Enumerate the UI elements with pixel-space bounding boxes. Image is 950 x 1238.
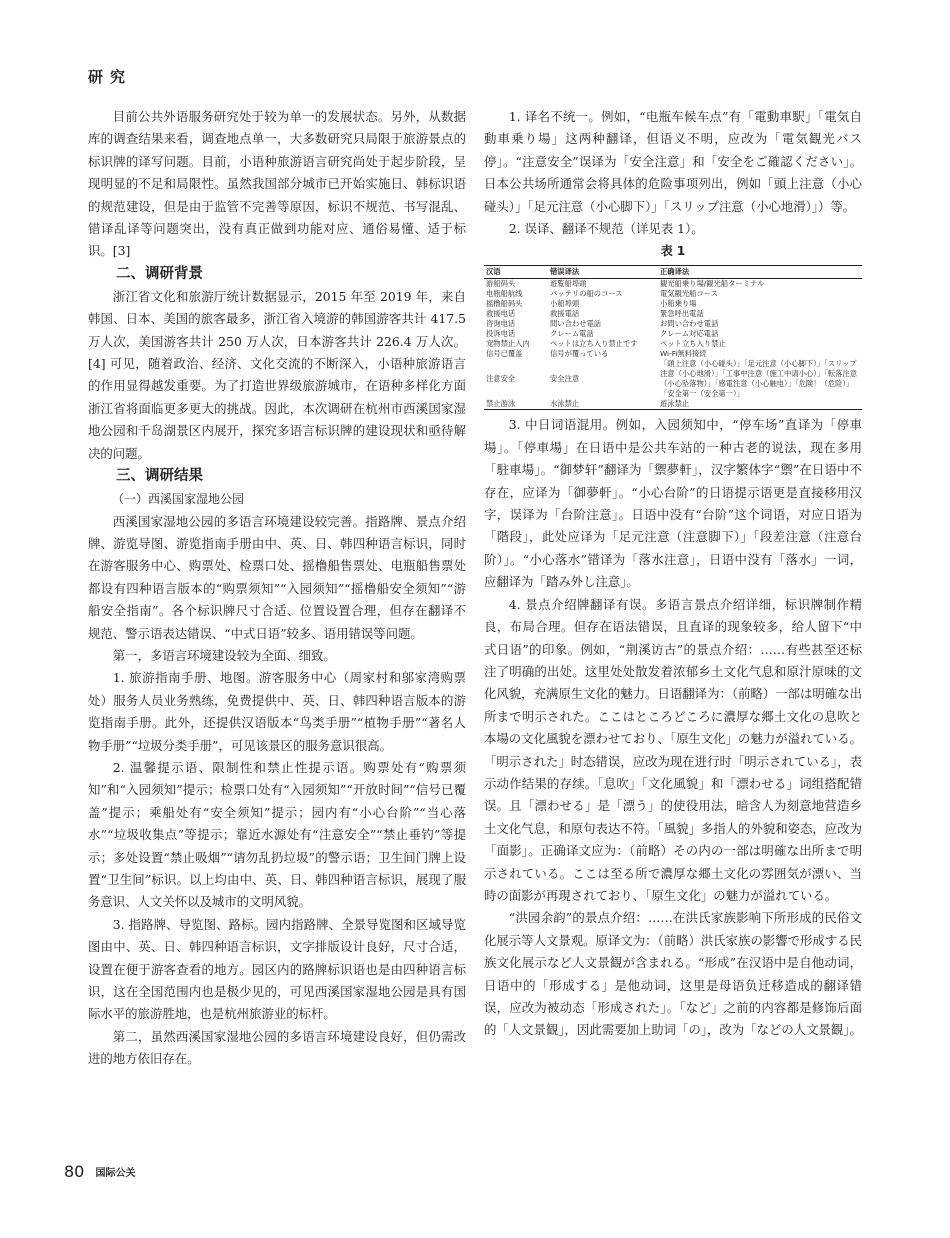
heading-background: 二、调研背景	[116, 265, 203, 282]
table-cell: 安全注意	[550, 374, 580, 384]
table-row	[484, 279, 862, 290]
table-cell: 電気観光船コース	[660, 289, 719, 299]
magazine-name: 国际公关	[95, 1168, 136, 1179]
subheading-xixi: （一）西溪国家湿地公园	[112, 492, 245, 507]
translation-table	[484, 265, 862, 410]
table-cell: ペットは立ち入り禁止です	[550, 339, 638, 349]
table-cell: バッテリの船のコース	[550, 289, 623, 299]
table-cell: 遊泳禁止	[660, 399, 690, 409]
right-column	[484, 106, 862, 1042]
paragraph: 2. 温馨提示语、限制性和禁止性提示语。购票处有“购票须知”和“入园须知”提示；检票口处有“入园须知”“开放时间”“信号已覆盖”提示；乘船处有“安全须知”提示；园内有“小心台阶”“当心落水”“垃圾收集点”等提示；靠近水源处有“注意安全”“禁止垂钓”等提示；多处设置“禁止吸烟”“请勿乱扔垃圾”的警示语；卫生间门牌上设置“卫生间”标识。以上均由中、英、日、韩四种语言标识，展现了服务意识、人文关怀以及城市的文明风貌。	[88, 759, 466, 910]
table-header: 正确译法	[658, 266, 862, 279]
paragraph: 1. 译名不统一。例如，“电瓶车候车点”有「電動車駅」「電気自動車乗り場」这两种翻译，但语义不明，应改为「電気観光バス停」。“注意安全”误译为「安全注意」和「安全をご確認ください」。日本公共场所通常会将具体的危险事项列出，例如「頭上注意（小心碰头）」「足元注意（小心脚下）」「スリップ注意（小心地滑）」）等。	[484, 109, 862, 214]
paragraph: 西溪国家湿地公园的多语言环境建设较完善。指路牌、景点介绍牌、游览导图、游览指南手册由中、英、日、韩四种语言标识，同时在游客服务中心、购票处、检票口处、摇橹船售票处、电瓶船售票处都设有四种语言版本的“购票须知”“入园须知”“摇橹船安全须知”“游船安全指南”。各个标识牌尺寸合适、位置设置合理，但存在翻译不规范、警示语表达错误、“中式日语”较多、语用错误等问题。	[88, 513, 466, 641]
table-cell: 小船埠頭	[550, 299, 580, 309]
table-cell: 摇橹船码头	[486, 299, 523, 309]
paragraph: 浙江省文化和旅游厅统计数据显示，2015 年至 2019 年，来自韩国、日本、美国的旅客最多，浙江省入境游的韩国游客共计 417.5 万人次，美国游客共计 250 万人次，日本游客共计 226.4 万人次。[4] 可见，随着政治、经济、文化交流的不断深入，小语种旅游语言的作用显得越发重要。为了打造世界级旅游城市，在语种多样化方面浙江省将面临更多更大的挑战。因此，本次调研在杭州市西溪国家湿地公园和千岛湖景区内展开，探究多语言标识牌的建设现状和亟待解决的问题。	[88, 288, 466, 461]
paragraph: 第一，多语言环境建设较为全面、细致。	[112, 647, 336, 663]
table-cell: 水泳禁止	[550, 399, 580, 409]
table-cell: 「頭上注意（小心碰头）」「足元注意（小心脚下）」「スリップ注意（小心地滑）」「工事中注意（施工中请小心）」「転落注意（小心坠落物）」「感電注意（小心触电）」「危険！（危险）」「安全第一（安全第一）」	[660, 359, 858, 399]
table-row	[484, 299, 862, 309]
page-footer	[64, 1161, 135, 1181]
table-cell: 禁止游泳	[486, 399, 516, 409]
paragraph: 3. 中日词语混用。例如，入园须知中，“停车场”直译为「停車場」。「停車場」在日语中是公共车站的一种古老的说法，现在多用「駐車場」。“御梦轩”翻译为「禦夢軒」，汉字繁体字“禦”在日语中不存在，应译为「御夢軒」。“小心台阶”的日语提示语更是直接移用汉字，误译为「台阶注意」。日语中没有“台阶”这个词语，对应日语为「階段」，此处应译为「足元注意（注意脚下）」「段差注意（注意台阶）」。“小心落水”错译为「落水注意」，日语中没有「落水」一词，应翻译为「踏み外し注意」。	[484, 417, 862, 590]
table-cell: 緊急呼出電話	[660, 309, 704, 319]
paragraph: 第二，虽然西溪国家湿地公园的多语言环境建设良好，但仍需改进的地方依旧存在。	[88, 1028, 466, 1067]
table-cell: 遊覧船埠頭	[550, 279, 587, 289]
table-row	[484, 339, 862, 349]
paragraph: 4. 景点介绍牌翻译有误。多语言景点介绍详细，标识牌制作精良，布局合理。但存在语法错误，且直译的现象较多，给人留下“中式日语”的印象。例如，“荆溪访古”的景点介绍：……有些甚至还标注了明确的出处。这里处处散发着浓郁乡土文化气息和原汁原味的文化风貌，充满原生文化的魅力。日语翻译为：（前略）一部は明確な出所まで明示された。ここはところどころに濃厚な郷土文化の息吹と本場の文化風貌を漂わせており、「原生文化」の魅力が溢れている。「明示された」时态错误，应改为现在进行时「明示されている」，表示动作结果的存续。「息吹」「文化風貌」和「漂わせる」词组搭配错误。且「漂わせる」是「漂う」的使役用法，暗含人为刻意地营造乡土文化气息，和原句表达不符。「風貌」多指人的外貌和姿态，应改为「面影」。正确译文应为：（前略）その内の一部は明確な出所まで明示されている。ここは至る所で濃厚な郷土文化の雰囲気が漂い、当時の面影が再現されており、「原生文化」の魅力が溢れている。	[484, 596, 862, 903]
table-cell: Wi-Fi無料接続	[660, 349, 707, 359]
table-cell: ペット立ち入り禁止	[660, 339, 726, 349]
table-cell: 投诉电话	[486, 329, 516, 339]
table-row	[484, 329, 862, 339]
table-cell: お問い合わせ電話	[660, 319, 719, 329]
paragraph: 目前公共外语服务研究处于较为单一的发展状态。另外，从数据库的调查结果来看，调查地点单一，大多数研究只局限于旅游景点的标识牌的译写问题。目前，小语种旅游语言研究尚处于起步阶段，呈现明显的不足和局限性。虽然我国部分城市已开始实施日、韩标识语的规范建设，但是由于监管不完善等原因，标识不规范、书写混乱、错译乱译等问题突出，没有真正做到功能对应、通俗易懂、适于标识。[3]	[88, 109, 466, 259]
table-cell: 救援電話	[550, 309, 580, 319]
heading-results: 三、调研结果	[116, 468, 203, 485]
paragraph: “洪园余韵”的景点介绍：……在洪氏家族影响下所形成的民俗文化展示等人文景观。原译文为：（前略）洪氏家族の影響で形成する民族文化展示など人文景観が含まれる。“形成”在汉语中是自他动词，日语中的「形成する」是他动词，这里是母语负迁移造成的翻译错误，应改为被动态「形成された」。「など」之前的内容都是修饰后面的「人文景観」，因此需要加上助词「の」，改为「などの人文景観」。	[484, 910, 862, 1038]
table-cell: 信号已覆盖	[486, 349, 523, 359]
paragraph: 1. 旅游指南手册、地图。游客服务中心（周家村和邬家湾购票处）服务人员业务熟练，免费提供中、英、日、韩四种语言版本的游览指南手册。此外，还提供汉语版本“鸟类手册”“植物手册”“著名人物手册”“垃圾分类手册”，可见该景区的服务意识很高。	[88, 670, 466, 753]
table-row	[484, 399, 862, 410]
table-cell: 観光船乗り場/観光船ターミナル	[660, 279, 765, 289]
table-header: 汉语	[484, 266, 548, 279]
table-title: 表 1	[660, 244, 686, 259]
table-header: 错误译法	[548, 266, 658, 279]
table-cell: クレーム対応電話	[660, 329, 719, 339]
table-cell: 注意安全	[486, 374, 516, 384]
table-row	[484, 289, 862, 299]
table-cell: クレーム電話	[550, 329, 594, 339]
page-number: 80	[64, 1162, 85, 1181]
paragraph: 3. 指路牌、导览图、路标。园内指路牌、全景导览图和区域导览图由中、英、日、韩四种语言标识，文字排版设计良好，尺寸合适，设置在便于游客查看的地方。园区内的路牌标识语也是由四种语言标识，这在全国范围内也是极少见的，可见西溪国家湿地公园是具有国际水平的旅游胜地，也是杭州旅游业的标杆。	[88, 916, 466, 1022]
table-cell: 問い合わせ電話	[550, 319, 602, 329]
table-header-row	[484, 266, 862, 279]
paragraph: 2. 误译、翻译不规范（详见表 1）。	[508, 221, 704, 237]
table-cell: 宠物禁止入内	[486, 339, 530, 349]
table-row	[484, 309, 862, 319]
table-cell: 小船乗り場	[660, 299, 697, 309]
left-column	[88, 106, 466, 1071]
section-label: 研究	[88, 68, 133, 86]
table-row	[484, 319, 862, 329]
table-cell: 咨询电话	[486, 319, 516, 329]
table-cell: 救援电话	[486, 309, 516, 319]
table-row	[484, 359, 862, 399]
table-cell: 信号が覆っている	[550, 349, 609, 359]
table-row	[484, 349, 862, 359]
table-cell: 游船码头	[486, 279, 516, 289]
table-cell: 电瓶船航线	[486, 289, 523, 299]
